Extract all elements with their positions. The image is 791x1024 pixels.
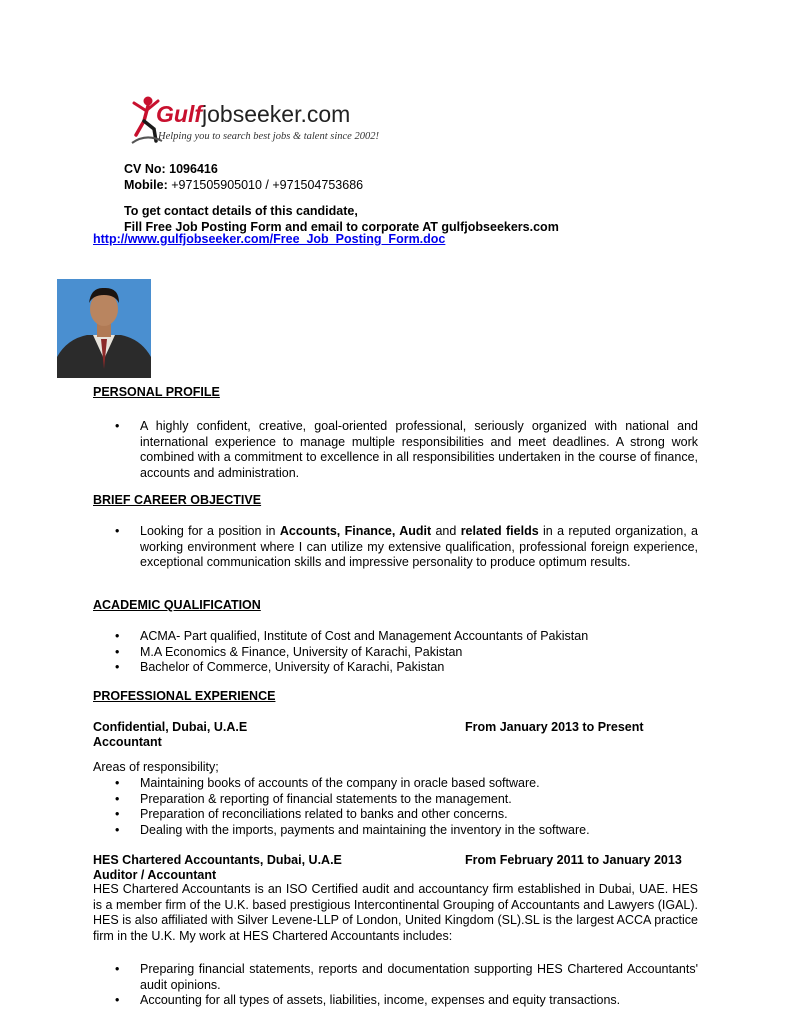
logo-tagline: Helping you to search best jobs & talent since 2002! (158, 131, 379, 142)
job-posting-form-link[interactable]: http://www.gulfjobseeker.com/Free_Job_Posting_Form.doc (93, 232, 446, 246)
list-item: • Maintaining books of accounts of the company in oracle based software. (115, 776, 698, 792)
mobile-number: +971505905010 / +971504753686 (171, 178, 364, 192)
gulfjobseeker-logo (130, 95, 379, 155)
list-item: • Dealing with the imports, payments and maintaining the inventory in the software. (115, 823, 698, 839)
list-item: • Looking for a position in Accounts, Finance, Audit and related fields in a reputed organization, a working environment where I can utilize my extensive qualification, professional foreign experience, exceptional communication skills and impressive personality to produce optimum results. (115, 524, 698, 571)
contact-instruction-1: To get contact details of this candidate, (124, 204, 358, 218)
experience-heading: PROFESSIONAL EXPERIENCE (93, 689, 276, 703)
list-item: • Preparing financial statements, reports and documentation supporting HES Chartered Accountants' audit opinions. (115, 962, 698, 993)
personal-profile-list (115, 419, 698, 481)
job-1-title: Accountant (93, 735, 162, 749)
list-item: • M.A Economics & Finance, University of Karachi, Pakistan (115, 645, 698, 661)
job-1-employer: Confidential, Dubai, U.A.E (93, 720, 248, 734)
job-1-areas-label: Areas of responsibility; (93, 760, 219, 774)
job-2-header (93, 853, 698, 868)
list-item: • Preparation of reconciliations related to banks and other concerns. (115, 807, 698, 823)
job-2-responsibilities (115, 962, 698, 1009)
list-item: • Accounting for all types of assets, liabilities, income, expenses and equity transactions. (115, 993, 698, 1009)
job-2-employer: HES Chartered Accountants, Dubai, U.A.E (93, 853, 342, 867)
list-item: • ACMA- Part qualified, Institute of Cost and Management Accountants of Pakistan (115, 629, 698, 645)
academic-list (115, 629, 698, 676)
career-objective-list (115, 524, 698, 571)
cv-header (124, 161, 559, 235)
list-item: • Bachelor of Commerce, University of Karachi, Pakistan (115, 660, 698, 676)
list-item: • Preparation & reporting of financial statements to the management. (115, 792, 698, 808)
job-1-period: From January 2013 to Present (465, 720, 644, 734)
logo-wordmark: Gulfjobseeker.com (156, 101, 351, 127)
cv-number-line: CV No: 1096416 (124, 162, 218, 176)
job-2-description: HES Chartered Accountants is an ISO Certified audit and accountancy firm established in Dubai, UAE. HES is a member firm of the U.K. based prestigious Intercontinental Grouping of Accountants and Lawyers (IGAL). HES is also affiliated with Silver Levene-LLP of London, United Kingdom (SL).SL is the largest ACCA practice firm in the U.K. My work at HES Chartered Accountants includes: (93, 882, 698, 943)
list-item: • A highly confident, creative, goal-oriented professional, seriously organized with national and international experience to manage multiple responsibilities and meet deadlines. A strong work combined with a commitment to excellence in all responsibilities undertaken in the course of finance, accounts and administration. (115, 419, 698, 481)
personal-profile-heading: PERSONAL PROFILE (93, 385, 220, 399)
mobile-line: Mobile: +971505905010 / +971504753686 (124, 178, 364, 192)
job-1-header (93, 720, 698, 735)
candidate-photo (57, 279, 151, 378)
job-1-responsibilities (115, 776, 698, 838)
job-2-title: Auditor / Accountant (93, 868, 217, 882)
academic-heading: ACADEMIC QUALIFICATION (93, 598, 261, 612)
career-objective-heading: BRIEF CAREER OBJECTIVE (93, 493, 262, 507)
job-2-period: From February 2011 to January 2013 (465, 853, 682, 867)
contact-instruction-2: Fill Free Job Posting Form and email to corporate AT gulfjobseekers.com (124, 220, 559, 234)
